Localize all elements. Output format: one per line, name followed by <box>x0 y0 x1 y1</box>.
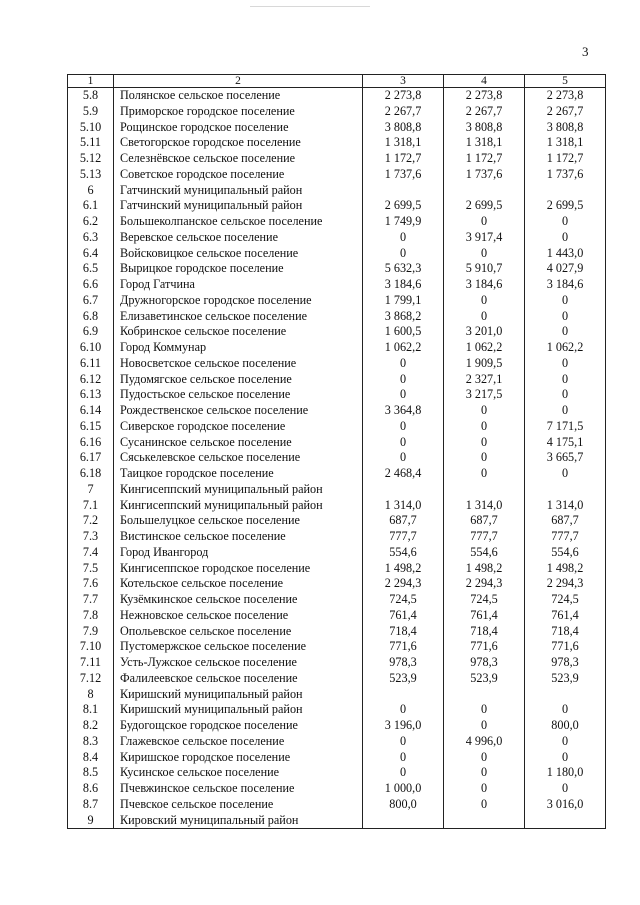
municipality-name: Кобринское сельское поселение <box>114 324 363 340</box>
value-col-3: 1 172,7 <box>363 151 444 167</box>
row-number: 5.10 <box>68 120 114 136</box>
row-number: 8.1 <box>68 702 114 718</box>
value-col-3: 0 <box>363 765 444 781</box>
table-row <box>68 88 606 104</box>
table-row <box>68 687 606 703</box>
value-col-4: 0 <box>444 797 525 813</box>
municipality-name: Фалилеевское сельское поселение <box>114 671 363 687</box>
table-row <box>68 120 606 136</box>
value-col-5: 523,9 <box>525 671 606 687</box>
value-col-5: 3 665,7 <box>525 450 606 466</box>
table-row <box>68 340 606 356</box>
row-number: 6.18 <box>68 466 114 482</box>
value-col-5: 4 175,1 <box>525 435 606 451</box>
value-col-3: 761,4 <box>363 608 444 624</box>
row-number: 6.14 <box>68 403 114 419</box>
row-number: 6.12 <box>68 372 114 388</box>
municipality-name: Пудостьское сельское поселение <box>114 387 363 403</box>
row-number: 6.8 <box>68 309 114 325</box>
row-number: 8.6 <box>68 781 114 797</box>
municipality-name: Пустомержское сельское поселение <box>114 639 363 655</box>
value-col-4: 718,4 <box>444 624 525 640</box>
row-number: 7.12 <box>68 671 114 687</box>
value-col-4: 1 909,5 <box>444 356 525 372</box>
column-header-3: 3 <box>363 75 444 88</box>
municipality-name: Сусанинское сельское поселение <box>114 435 363 451</box>
value-col-5: 2 699,5 <box>525 198 606 214</box>
row-number: 7.8 <box>68 608 114 624</box>
row-number: 7.2 <box>68 513 114 529</box>
value-col-5: 724,5 <box>525 592 606 608</box>
value-col-4: 0 <box>444 450 525 466</box>
value-col-4: 523,9 <box>444 671 525 687</box>
row-number: 7.7 <box>68 592 114 608</box>
value-col-5: 718,4 <box>525 624 606 640</box>
value-col-3: 0 <box>363 372 444 388</box>
value-col-4 <box>444 813 525 829</box>
header-rule <box>250 6 370 7</box>
value-col-5: 2 267,7 <box>525 104 606 120</box>
value-col-5: 1 443,0 <box>525 246 606 262</box>
municipality-name: Таицкое городское поселение <box>114 466 363 482</box>
value-col-3: 3 196,0 <box>363 718 444 734</box>
value-col-5: 7 171,5 <box>525 419 606 435</box>
municipality-name: Большеколпанское сельское поселение <box>114 214 363 230</box>
value-col-3: 0 <box>363 750 444 766</box>
value-col-5: 800,0 <box>525 718 606 734</box>
row-number: 7.11 <box>68 655 114 671</box>
row-number: 5.8 <box>68 88 114 104</box>
value-col-4: 0 <box>444 718 525 734</box>
row-number: 7.10 <box>68 639 114 655</box>
budget-table <box>67 74 606 829</box>
table-row <box>68 356 606 372</box>
row-number: 6.16 <box>68 435 114 451</box>
table-row <box>68 277 606 293</box>
value-col-4: 4 996,0 <box>444 734 525 750</box>
value-col-3 <box>363 813 444 829</box>
table-row <box>68 198 606 214</box>
value-col-3: 2 699,5 <box>363 198 444 214</box>
value-col-5: 4 027,9 <box>525 261 606 277</box>
value-col-3: 1 737,6 <box>363 167 444 183</box>
value-col-4: 761,4 <box>444 608 525 624</box>
row-number: 6.9 <box>68 324 114 340</box>
value-col-4: 0 <box>444 765 525 781</box>
column-header-1: 1 <box>68 75 114 88</box>
municipality-name: Город Коммунар <box>114 340 363 356</box>
row-number: 8.4 <box>68 750 114 766</box>
value-col-3: 687,7 <box>363 513 444 529</box>
value-col-3: 1 318,1 <box>363 135 444 151</box>
value-col-5: 1 318,1 <box>525 135 606 151</box>
value-col-4: 0 <box>444 293 525 309</box>
table-row <box>68 151 606 167</box>
row-number: 8.2 <box>68 718 114 734</box>
table-row <box>68 293 606 309</box>
value-col-4: 1 318,1 <box>444 135 525 151</box>
value-col-4: 687,7 <box>444 513 525 529</box>
value-col-5: 0 <box>525 781 606 797</box>
value-col-5: 1 172,7 <box>525 151 606 167</box>
value-col-4: 3 201,0 <box>444 324 525 340</box>
value-col-5: 0 <box>525 324 606 340</box>
value-col-5: 3 184,6 <box>525 277 606 293</box>
row-number: 9 <box>68 813 114 829</box>
table-row <box>68 419 606 435</box>
value-col-5: 1 737,6 <box>525 167 606 183</box>
value-col-5: 0 <box>525 356 606 372</box>
value-col-3: 1 749,9 <box>363 214 444 230</box>
municipality-name: Киришский муниципальный район <box>114 687 363 703</box>
value-col-4: 0 <box>444 781 525 797</box>
value-col-4: 554,6 <box>444 545 525 561</box>
row-number: 5.13 <box>68 167 114 183</box>
table-row <box>68 576 606 592</box>
table-row <box>68 797 606 813</box>
row-number: 6.17 <box>68 450 114 466</box>
value-col-3: 2 294,3 <box>363 576 444 592</box>
value-col-5: 0 <box>525 702 606 718</box>
table-row <box>68 513 606 529</box>
value-col-4: 1 062,2 <box>444 340 525 356</box>
row-number: 5.12 <box>68 151 114 167</box>
value-col-3: 777,7 <box>363 529 444 545</box>
row-number: 6.5 <box>68 261 114 277</box>
value-col-4: 724,5 <box>444 592 525 608</box>
municipality-name: Котельское сельское поселение <box>114 576 363 592</box>
value-col-3: 3 184,6 <box>363 277 444 293</box>
municipality-name: Киришское городское поселение <box>114 750 363 766</box>
value-col-4: 2 267,7 <box>444 104 525 120</box>
value-col-3: 1 498,2 <box>363 561 444 577</box>
table-row <box>68 813 606 829</box>
value-col-3: 800,0 <box>363 797 444 813</box>
table-row <box>68 718 606 734</box>
value-col-4: 1 737,6 <box>444 167 525 183</box>
municipality-name: Советское городское поселение <box>114 167 363 183</box>
row-number: 6.13 <box>68 387 114 403</box>
value-col-3: 1 799,1 <box>363 293 444 309</box>
value-col-3: 718,4 <box>363 624 444 640</box>
table-row <box>68 639 606 655</box>
row-number: 7.6 <box>68 576 114 592</box>
row-number: 6 <box>68 183 114 199</box>
municipality-name: Сиверское городское поселение <box>114 419 363 435</box>
row-number: 7 <box>68 482 114 498</box>
value-col-5: 0 <box>525 750 606 766</box>
value-col-4: 0 <box>444 403 525 419</box>
municipality-name: Веревское сельское поселение <box>114 230 363 246</box>
row-number: 8.5 <box>68 765 114 781</box>
row-number: 8.7 <box>68 797 114 813</box>
value-col-5: 0 <box>525 734 606 750</box>
value-col-5: 0 <box>525 293 606 309</box>
row-number: 5.9 <box>68 104 114 120</box>
table-row <box>68 781 606 797</box>
municipality-name: Вистинское сельское поселение <box>114 529 363 545</box>
value-col-5: 2 294,3 <box>525 576 606 592</box>
value-col-4: 2 294,3 <box>444 576 525 592</box>
municipality-name: Дружногорское городское поселение <box>114 293 363 309</box>
municipality-name: Глажевское сельское поселение <box>114 734 363 750</box>
municipality-name: Вырицкое городское поселение <box>114 261 363 277</box>
table-row <box>68 104 606 120</box>
column-header-2: 2 <box>114 75 363 88</box>
value-col-5: 0 <box>525 387 606 403</box>
value-col-3: 3 808,8 <box>363 120 444 136</box>
value-col-3: 771,6 <box>363 639 444 655</box>
table-row <box>68 403 606 419</box>
value-col-3: 1 600,5 <box>363 324 444 340</box>
value-col-4 <box>444 482 525 498</box>
municipality-name: Кингисеппский муниципальный район <box>114 482 363 498</box>
value-col-3 <box>363 687 444 703</box>
value-col-5: 3 808,8 <box>525 120 606 136</box>
table-row <box>68 702 606 718</box>
value-col-3: 2 267,7 <box>363 104 444 120</box>
value-col-3: 1 000,0 <box>363 781 444 797</box>
value-col-5 <box>525 687 606 703</box>
value-col-4: 3 184,6 <box>444 277 525 293</box>
row-number: 6.15 <box>68 419 114 435</box>
row-number: 6.6 <box>68 277 114 293</box>
municipality-name: Кусинское сельское поселение <box>114 765 363 781</box>
value-col-5 <box>525 813 606 829</box>
row-number: 8 <box>68 687 114 703</box>
value-col-5: 978,3 <box>525 655 606 671</box>
page-number: 3 <box>582 44 589 59</box>
municipality-name: Приморское городское поселение <box>114 104 363 120</box>
table-row <box>68 261 606 277</box>
table-row <box>68 529 606 545</box>
value-col-3: 0 <box>363 450 444 466</box>
value-col-5: 0 <box>525 372 606 388</box>
row-number: 6.10 <box>68 340 114 356</box>
value-col-3: 724,5 <box>363 592 444 608</box>
municipality-name: Сяськелевское сельское поселение <box>114 450 363 466</box>
value-col-4: 0 <box>444 419 525 435</box>
municipality-name: Войсковицкое сельское поселение <box>114 246 363 262</box>
municipality-name: Гатчинский муниципальный район <box>114 183 363 199</box>
municipality-name: Елизаветинское сельское поселение <box>114 309 363 325</box>
municipality-name: Кузёмкинское сельское поселение <box>114 592 363 608</box>
table-row <box>68 230 606 246</box>
value-col-4: 0 <box>444 702 525 718</box>
value-col-4: 1 172,7 <box>444 151 525 167</box>
value-col-4: 0 <box>444 309 525 325</box>
value-col-4: 2 699,5 <box>444 198 525 214</box>
municipality-name: Новосветское сельское поселение <box>114 356 363 372</box>
value-col-3: 0 <box>363 230 444 246</box>
value-col-3 <box>363 183 444 199</box>
municipality-name: Киришский муниципальный район <box>114 702 363 718</box>
value-col-3: 0 <box>363 702 444 718</box>
table-row <box>68 624 606 640</box>
value-col-3: 1 314,0 <box>363 498 444 514</box>
value-col-5: 687,7 <box>525 513 606 529</box>
municipality-name: Нежновское сельское поселение <box>114 608 363 624</box>
row-number: 6.1 <box>68 198 114 214</box>
column-header-4: 4 <box>444 75 525 88</box>
table-row <box>68 545 606 561</box>
table-row <box>68 387 606 403</box>
table-row <box>68 498 606 514</box>
value-col-3 <box>363 482 444 498</box>
table-row <box>68 466 606 482</box>
municipality-name: Полянское сельское поселение <box>114 88 363 104</box>
municipality-name: Кингисеппское городское поселение <box>114 561 363 577</box>
value-col-5: 1 498,2 <box>525 561 606 577</box>
value-col-5: 777,7 <box>525 529 606 545</box>
value-col-4: 5 910,7 <box>444 261 525 277</box>
value-col-4: 0 <box>444 466 525 482</box>
row-number: 7.4 <box>68 545 114 561</box>
value-col-3: 3 868,2 <box>363 309 444 325</box>
value-col-5: 3 016,0 <box>525 797 606 813</box>
municipality-name: Пудомягское сельское поселение <box>114 372 363 388</box>
value-col-3: 0 <box>363 419 444 435</box>
row-number: 7.9 <box>68 624 114 640</box>
value-col-5: 1 062,2 <box>525 340 606 356</box>
column-header-5: 5 <box>525 75 606 88</box>
municipality-name: Пчевжинское сельское поселение <box>114 781 363 797</box>
value-col-4: 1 498,2 <box>444 561 525 577</box>
value-col-4 <box>444 687 525 703</box>
value-col-5: 554,6 <box>525 545 606 561</box>
table-row <box>68 214 606 230</box>
table-row <box>68 309 606 325</box>
row-number: 6.4 <box>68 246 114 262</box>
municipality-name: Кингисеппский муниципальный район <box>114 498 363 514</box>
value-col-5 <box>525 183 606 199</box>
row-number: 6.3 <box>68 230 114 246</box>
municipality-name: Светогорское городское поселение <box>114 135 363 151</box>
value-col-5: 761,4 <box>525 608 606 624</box>
municipality-name: Усть-Лужское сельское поселение <box>114 655 363 671</box>
value-col-3: 0 <box>363 387 444 403</box>
value-col-4: 3 217,5 <box>444 387 525 403</box>
municipality-name: Город Гатчина <box>114 277 363 293</box>
table-row <box>68 592 606 608</box>
table-row <box>68 324 606 340</box>
value-col-4: 978,3 <box>444 655 525 671</box>
municipality-name: Кировский муниципальный район <box>114 813 363 829</box>
municipality-name: Город Ивангород <box>114 545 363 561</box>
row-number: 7.1 <box>68 498 114 514</box>
value-col-3: 554,6 <box>363 545 444 561</box>
table-row <box>68 561 606 577</box>
municipality-name: Опольевское сельское поселение <box>114 624 363 640</box>
value-col-5: 2 273,8 <box>525 88 606 104</box>
value-col-3: 978,3 <box>363 655 444 671</box>
municipality-name: Пчевское сельское поселение <box>114 797 363 813</box>
value-col-4: 0 <box>444 435 525 451</box>
value-col-5: 0 <box>525 466 606 482</box>
table-row <box>68 435 606 451</box>
value-col-4: 0 <box>444 214 525 230</box>
municipality-name: Рощинское городское поселение <box>114 120 363 136</box>
row-number: 6.11 <box>68 356 114 372</box>
value-col-3: 0 <box>363 246 444 262</box>
row-number: 8.3 <box>68 734 114 750</box>
value-col-3: 0 <box>363 435 444 451</box>
value-col-4: 771,6 <box>444 639 525 655</box>
value-col-3: 0 <box>363 734 444 750</box>
value-col-4 <box>444 183 525 199</box>
row-number: 6.7 <box>68 293 114 309</box>
value-col-5: 771,6 <box>525 639 606 655</box>
municipality-name: Большелуцкое сельское поселение <box>114 513 363 529</box>
value-col-4: 0 <box>444 750 525 766</box>
value-col-4: 1 314,0 <box>444 498 525 514</box>
row-number: 6.2 <box>68 214 114 230</box>
value-col-5 <box>525 482 606 498</box>
table-row <box>68 372 606 388</box>
value-col-5: 1 314,0 <box>525 498 606 514</box>
value-col-4: 3 808,8 <box>444 120 525 136</box>
value-col-5: 1 180,0 <box>525 765 606 781</box>
value-col-4: 0 <box>444 246 525 262</box>
municipality-name: Гатчинский муниципальный район <box>114 198 363 214</box>
table-row <box>68 135 606 151</box>
row-number: 7.3 <box>68 529 114 545</box>
row-number: 5.11 <box>68 135 114 151</box>
table-row <box>68 765 606 781</box>
value-col-4: 2 327,1 <box>444 372 525 388</box>
table-row <box>68 183 606 199</box>
value-col-5: 0 <box>525 214 606 230</box>
table-row <box>68 167 606 183</box>
municipality-name: Селезнёвское сельское поселение <box>114 151 363 167</box>
value-col-4: 3 917,4 <box>444 230 525 246</box>
table-row <box>68 655 606 671</box>
value-col-4: 2 273,8 <box>444 88 525 104</box>
value-col-3: 2 468,4 <box>363 466 444 482</box>
value-col-3: 0 <box>363 356 444 372</box>
value-col-4: 777,7 <box>444 529 525 545</box>
value-col-3: 523,9 <box>363 671 444 687</box>
table-row <box>68 734 606 750</box>
table-row <box>68 671 606 687</box>
value-col-3: 3 364,8 <box>363 403 444 419</box>
municipality-name: Рождественское сельское поселение <box>114 403 363 419</box>
table-row <box>68 750 606 766</box>
table-row <box>68 450 606 466</box>
table-row <box>68 608 606 624</box>
value-col-5: 0 <box>525 230 606 246</box>
table-row <box>68 482 606 498</box>
value-col-5: 0 <box>525 309 606 325</box>
table-header-row <box>68 75 606 88</box>
value-col-5: 0 <box>525 403 606 419</box>
value-col-3: 2 273,8 <box>363 88 444 104</box>
municipality-name: Будогощское городское поселение <box>114 718 363 734</box>
row-number: 7.5 <box>68 561 114 577</box>
table-row <box>68 246 606 262</box>
value-col-3: 5 632,3 <box>363 261 444 277</box>
value-col-3: 1 062,2 <box>363 340 444 356</box>
